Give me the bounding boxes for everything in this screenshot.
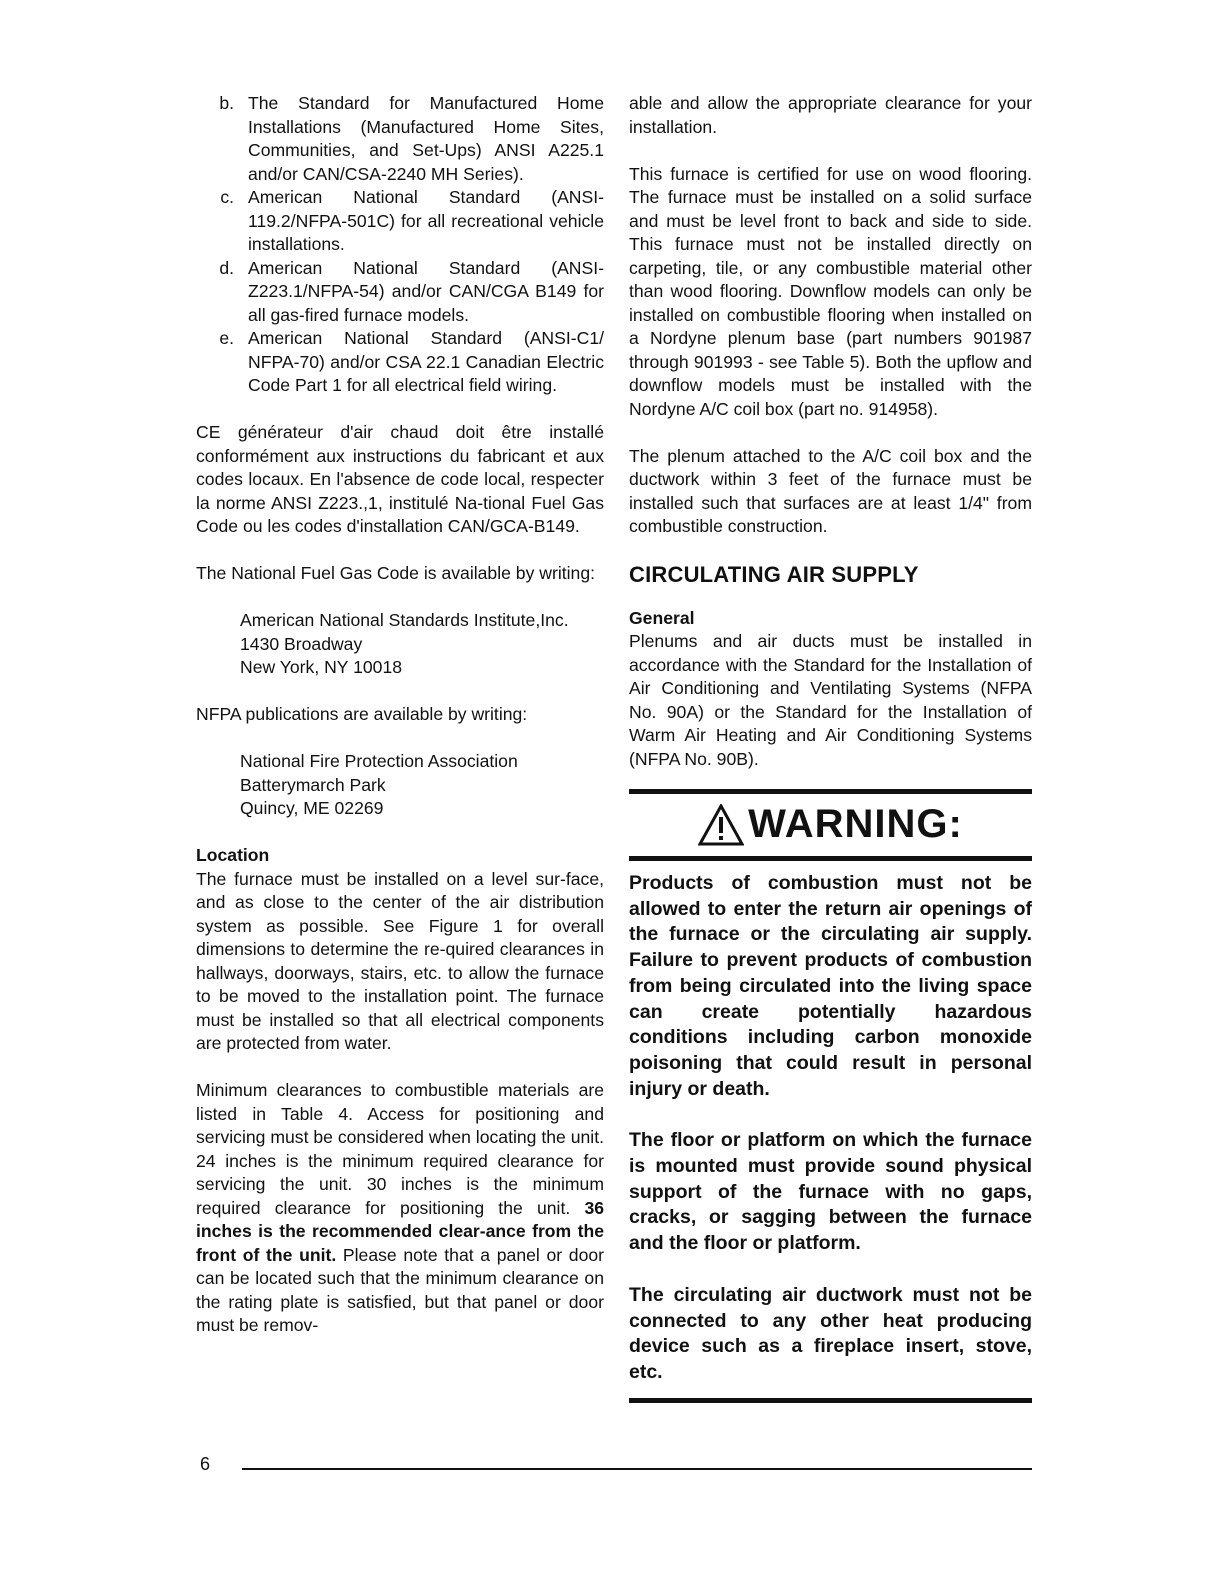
list-text: American National Standard (ANSI-119.2/NFPA-501C) for all recreational vehicle installations. (248, 187, 604, 254)
list-text: The Standard for Manufactured Home Installations (Manufactured Home Sites, Communities, and Set-Ups) ANSI A225.1 and/or CAN/CSA-2240 MH Series). (248, 93, 604, 184)
list-item (196, 327, 604, 398)
address-line: Quincy, ME 02269 (240, 798, 384, 818)
right-column (629, 92, 1032, 1403)
warning-triangle-icon (698, 804, 744, 846)
clearance-text-2: Please note that a panel or door can be located such that the minimum clearance on the rating plate is satisfied, but that panel or door must be remov- (196, 1244, 604, 1335)
plenum-paragraph: The plenum attached to the A/C coil box and the ductwork within 3 feet of the furnace must be installed such that surfaces are at least 1/4" from combustible construction. (629, 445, 1032, 536)
nfpa-address (196, 750, 604, 821)
warning-bottom-rule (629, 1398, 1032, 1403)
address-line: New York, NY 10018 (240, 657, 403, 677)
location-paragraph: The furnace must be installed on a level sur-face, and as close to the center of the air distribution system as possible. See Figure 1 for overall dimensions to determine the re-quired clearances in hallways, doorways, stairs, etc. to allow the furnace to be moved to the installation point. The furnace must be installed so that all electrical components are protected from water. (196, 868, 604, 1053)
wood-flooring-paragraph: This furnace is certified for use on wood flooring. The furnace must be installed on a solid surface and must be level front to back and side to side. This furnace must not be installed directly on carpeting, tile, or any combustible material other than wood flooring. Downflow models can only be installed on combustible flooring when installed on a Nordyne plenum base (part numbers 901987 through 901993 - see Table 5). Both the upflow and downflow models must be installed with the Nordyne A/C coil box (part no. 914958). (629, 163, 1032, 419)
address-line: American National Standards Institute,Inc. (240, 610, 569, 630)
address-line: 1430 Broadway (240, 633, 363, 654)
warning-title-text: WARNING: (748, 802, 963, 847)
page-footer (200, 1454, 1032, 1484)
location-heading: Location (196, 845, 270, 865)
general-heading: General (629, 607, 695, 628)
list-item (196, 186, 604, 257)
warning-paragraph: Products of combustion must not be allowed to enter the return air openings of the furnace or the circulating air supply. Failure to prevent products of combustion from being circulated into the living space can create potentially hazardous conditions including carbon monoxide poisoning that could result in personal injury or death. (629, 872, 1032, 1100)
list-text: American National Standard (ANSI-C1/ NFPA-70) and/or CSA 22.1 Canadian Electric Code Part 1 for all electrical field wiring. (248, 328, 604, 395)
list-letter: b. (219, 93, 234, 113)
address-line: Batterymarch Park (240, 774, 386, 795)
warning-box (629, 789, 1032, 1403)
list-item (196, 257, 604, 328)
nfpa-intro: NFPA publications are available by writing: (196, 704, 528, 724)
clearance-text-1: Minimum clearances to combustible materials are listed in Table 4. Access for positioning and servicing must be considered when locating the unit. 24 inches is the minimum required clearance for servicing the unit. 30 inches is the minimum required clearance for positioning the unit. (196, 1080, 604, 1218)
nfgc-intro: The National Fuel Gas Code is available by writing: (196, 563, 595, 583)
french-paragraph: CE générateur d'air chaud doit être installé conformément aux instructions du fabricant et aux codes locaux. En l'absence de code local, respecter la norme ANSI Z223.,1, institulé Na-tional Fuel Gas Code ou les codes d'installation CAN/GCA-B149. (196, 422, 604, 536)
warning-paragraph: The floor or platform on which the furnace is mounted must provide sound physical support of the furnace with no gaps, cracks, or sagging between the furnace and the floor or platform. (629, 1129, 1032, 1255)
footer-rule (242, 1468, 1032, 1470)
page-number: 6 (200, 1454, 211, 1474)
ansi-address (196, 609, 604, 680)
list-letter: c. (220, 187, 234, 207)
clearance-bold: 36 inches is the recommended clear-ance from the front of the unit. (196, 1197, 605, 1265)
list-letter: e. (219, 328, 234, 348)
address-line: National Fire Protection Association (240, 751, 518, 771)
standards-list (196, 92, 604, 398)
warning-title (629, 794, 1032, 856)
general-paragraph: Plenums and air ducts must be installed in accordance with the Standard for the Installation of Air Conditioning and Ventilating Systems (NFPA No. 90A) or the Standard for the Installation of Warm Air Heating and Air Conditioning Systems (NFPA No. 90B). (629, 631, 1032, 769)
warning-paragraph: The circulating air ductwork must not be connected to any other heat producing device such as a fireplace insert, stove, etc. (629, 1283, 1032, 1383)
section-heading: CIRCULATING AIR SUPPLY (629, 561, 919, 587)
list-letter: d. (219, 257, 234, 278)
continuation-paragraph: able and allow the appropriate clearance for your installation. (629, 93, 1032, 137)
list-text: American National Standard (ANSI-Z223.1/NFPA-54) and/or CAN/CGA B149 for all gas-fired furnace models. (248, 257, 604, 325)
clearance-paragraph (196, 1079, 604, 1338)
list-item (196, 92, 604, 186)
left-column (196, 92, 604, 1338)
